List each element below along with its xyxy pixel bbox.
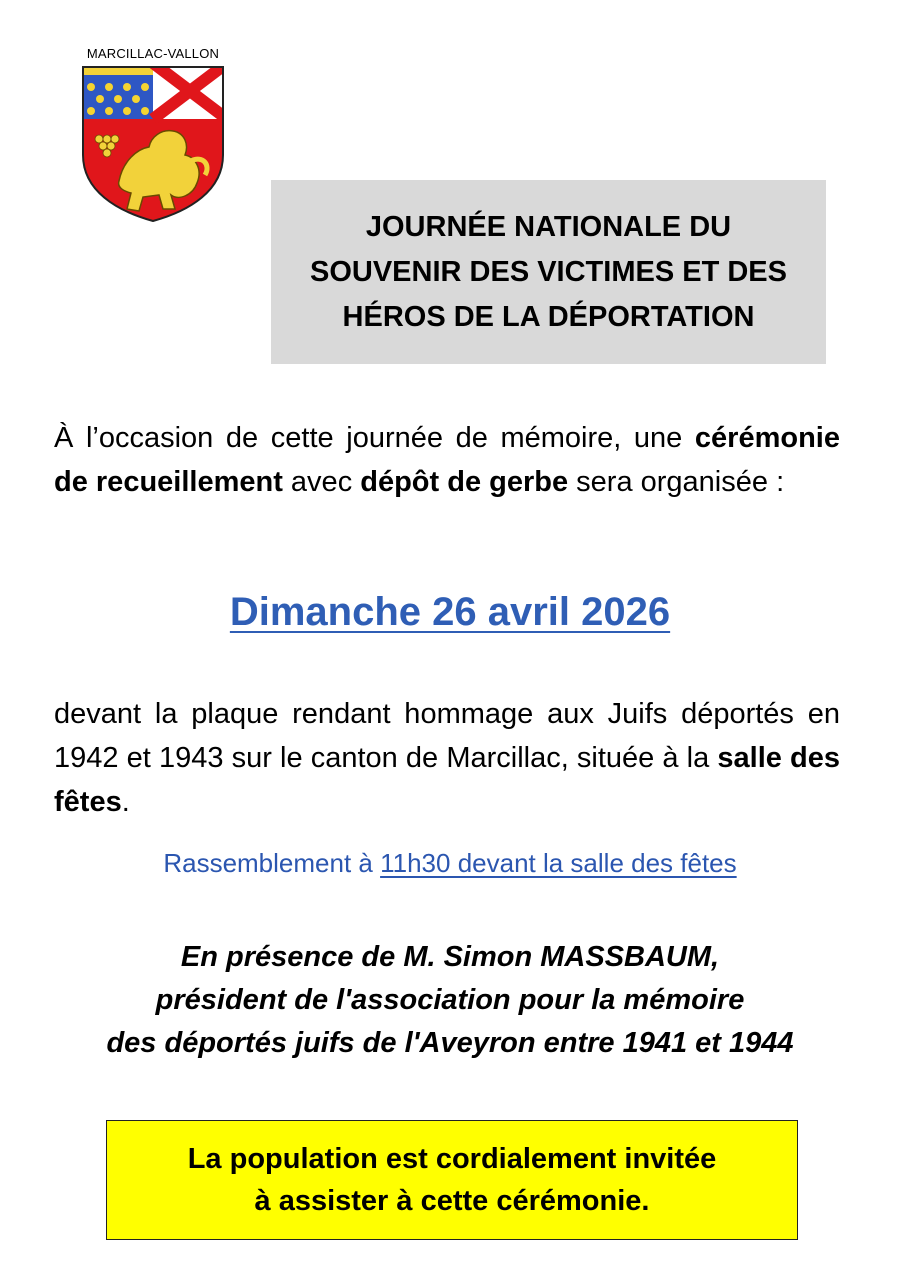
presence-line: président de l'association pour la mémoire <box>155 984 745 1016</box>
invitation-line: La population est cordialement invitée <box>187 1143 717 1175</box>
intro-text: sera organisée : <box>568 466 785 498</box>
presence-line: des déportés juifs de l'Aveyron entre 1941 et 1944 <box>106 1027 794 1059</box>
location-paragraph <box>54 692 840 824</box>
invitation-line: à assister à cette cérémonie. <box>254 1185 650 1217</box>
location-text: . <box>121 786 130 818</box>
title-box <box>271 180 826 364</box>
coat-of-arms-icon <box>79 63 227 223</box>
presence-line: En présence de M. Simon MASSBAUM, <box>180 941 720 973</box>
presence-block <box>0 936 900 1065</box>
ceremony-emphasis: cérémonie de recueillement <box>54 422 840 498</box>
title-line: SOUVENIR DES VICTIMES ET DES <box>310 255 787 288</box>
intro-text: À l’occasion de cette journée de mémoire, une <box>54 422 695 454</box>
venue-emphasis: salle des fêtes <box>54 742 840 818</box>
town-logo <box>72 46 234 223</box>
gathering-info <box>0 848 900 879</box>
intro-paragraph <box>54 416 840 504</box>
title-line: JOURNÉE NATIONALE DU <box>365 210 732 243</box>
title-line: HÉROS DE LA DÉPORTATION <box>342 300 755 333</box>
wreath-emphasis: dépôt de gerbe <box>360 466 569 498</box>
intro-text: avec <box>282 466 361 498</box>
event-date: Dimanche 26 avril 2026 <box>229 590 671 634</box>
location-text: devant la plaque rendant hommage aux Juifs déportés en 1942 et 1943 sur le canton de Marcillac, située à la <box>54 698 840 774</box>
invitation-box <box>106 1120 798 1240</box>
gathering-time-place: 11h30 devant la salle des fêtes <box>380 848 737 878</box>
gathering-prefix: Rassemblement à <box>163 848 381 878</box>
page-title <box>310 205 787 340</box>
town-name: MARCILLAC-VALLON <box>86 46 220 61</box>
